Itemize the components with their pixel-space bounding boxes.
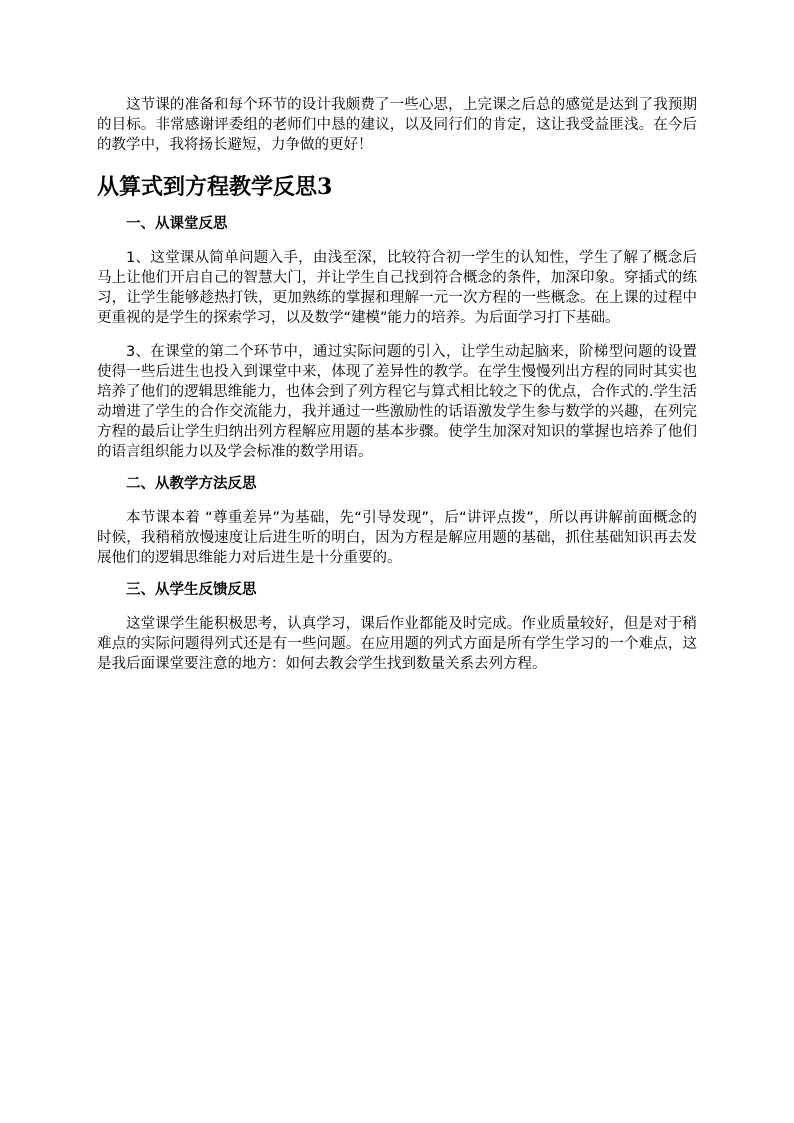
section-heading-classroom: 一、从课堂反思 bbox=[126, 216, 228, 232]
section-paragraph: 这堂课学生能积极思考，认真学习，课后作业都能及时完成。作业质量较好，但是对于稍难点的实际问题得列式还是有一些问题。在应用题的列式方面是所有学生学习的一个难点，这是我后面课堂要注意的地方：如何去教会学生找到数量关系去列方程。 bbox=[97, 616, 697, 672]
document-title: 从算式到方程教学反思3 bbox=[97, 174, 333, 200]
section-heading-teaching-method: 二、从教学方法反思 bbox=[126, 476, 257, 492]
section-heading-student-feedback: 三、从学生反馈反思 bbox=[126, 582, 257, 598]
intro-paragraph: 这节课的准备和每个环节的设计我颇费了一些心思，上完课之后总的感觉是达到了我预期的目标。非常感谢评委组的老师们中恳的建议，以及同行们的肯定，这让我受益匪浅。在今后的教学中，我将扬长避短，力争做的更好！ bbox=[97, 97, 697, 153]
section-paragraph: 本节课本着 “尊重差异”为基础，先“引导发现”，后“讲评点拨”，所以再讲解前面概念的时候，我稍稍放慢速度让后进生听的明白，因为方程是解应用题的基础，抓住基础知识再去发展他们的逻辑思维能力对后进生是十分重要的。 bbox=[97, 510, 697, 566]
section-paragraph: 3、在课堂的第二个环节中，通过实际问题的引入，让学生动起脑来，阶梯型问题的设置使得一些后进生也投入到课堂中来，体现了差异性的教学。在学生慢慢列出方程的同时其实也培养了他们的逻辑思维能力，也体会到了列方程它与算式相比较之下的优点，合作式的.学生活动增进了学生的合作交流能力，我并通过一些激励性的话语激发学生参与数学的兴趣，在列完方程的最后让学生归纳出列方程解应用题的基本步骤。使学生加深对知识的掌握也培养了他们的语言组织能力以及学会标准的数学用语。 bbox=[97, 344, 697, 460]
section-paragraph: 1、这堂课从简单问题入手，由浅至深，比较符合初一学生的认知性，学生了解了概念后马上让他们开启自己的智慧大门，并让学生自己找到符合概念的条件，加深印象。穿插式的练习，让学生能够趁热打铁，更加熟练的掌握和理解一元一次方程的一些概念。在上课的过程中更重视的是学生的探索学习，以及数学“建模”能力的培养。为后面学习打下基础。 bbox=[97, 250, 697, 326]
document-page bbox=[97, 95, 697, 674]
